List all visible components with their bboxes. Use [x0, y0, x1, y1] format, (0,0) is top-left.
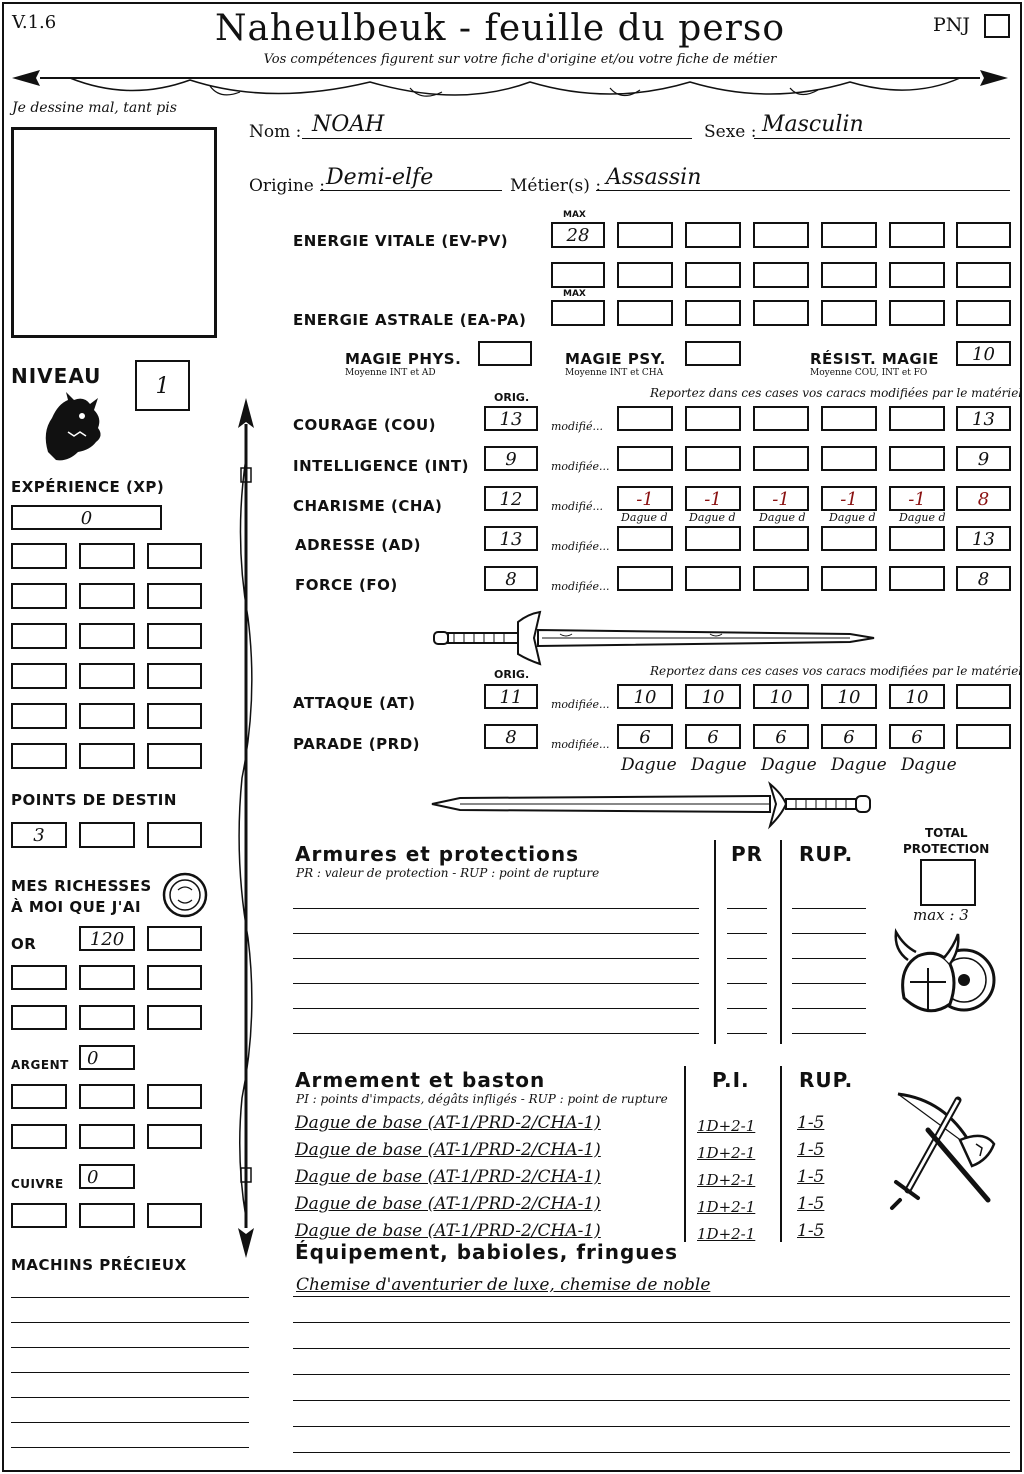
charisme-final-box[interactable]: 8 — [956, 486, 1011, 511]
destin-label: POINTS DE DESTIN — [11, 791, 177, 809]
armor-line — [293, 958, 699, 959]
destin-box[interactable]: 3 — [11, 822, 67, 848]
modif-label: modifiée... — [551, 580, 610, 593]
weapon-name-note: Dague — [761, 755, 817, 775]
portrait-caption: Je dessine mal, tant pis — [12, 100, 177, 116]
armor-pr-line — [727, 908, 767, 909]
weapon-row-pi[interactable]: 1D+2-1 — [697, 1171, 756, 1189]
ev-box[interactable] — [753, 262, 809, 288]
weapon-row-pi[interactable]: 1D+2-1 — [697, 1198, 756, 1216]
charisme-mod-note: Dague d — [829, 511, 876, 524]
xp-extra-box[interactable] — [11, 743, 67, 769]
weapon-row-rup[interactable]: 1-5 — [797, 1194, 825, 1214]
ea-max-label: MAX — [563, 289, 586, 299]
page-title: Naheulbeuk - feuille du perso — [214, 8, 786, 49]
weapons-pi-header: P.I. — [712, 1068, 750, 1092]
metier-field[interactable]: Assassin — [606, 165, 702, 190]
argent-box[interactable] — [147, 1124, 202, 1149]
weapon-row-rup[interactable]: 1-5 — [797, 1167, 825, 1187]
armor-title: Armures et protections — [295, 842, 580, 866]
charisme-mod-box[interactable]: -1 — [821, 486, 877, 511]
armor-line — [293, 983, 699, 984]
modif-label: modifiée... — [551, 540, 610, 553]
total-protection-label-1: TOTAL — [925, 826, 968, 840]
ev-label: ENERGIE VITALE (EV-PV) — [293, 232, 509, 250]
intelligence-mod-box[interactable] — [617, 446, 673, 471]
xp-extra-box[interactable] — [11, 663, 67, 689]
parade-mod-box[interactable]: 6 — [753, 724, 809, 749]
weapon-row-pi[interactable]: 1D+2-1 — [697, 1144, 756, 1162]
intelligence-orig-box[interactable]: 9 — [484, 446, 538, 471]
argent-box[interactable] — [11, 1124, 67, 1149]
coin-icon — [162, 872, 208, 918]
force-label: FORCE (FO) — [295, 576, 398, 594]
armor-line — [293, 933, 699, 934]
ev-box[interactable] — [821, 222, 877, 248]
weapon-row-rup[interactable]: 1-5 — [797, 1221, 825, 1241]
charisme-mod-note: Dague d — [899, 511, 946, 524]
weapons-title: Armement et baston — [295, 1068, 546, 1092]
equipment-line — [293, 1322, 1010, 1323]
sexe-line — [754, 138, 1010, 139]
armor-pr-line — [727, 1033, 767, 1034]
equipment-line — [293, 1426, 1010, 1427]
ev-box[interactable] — [617, 222, 673, 248]
argent-box[interactable] — [79, 1124, 135, 1149]
or-box[interactable] — [11, 1005, 67, 1030]
weapon-name-note: Dague — [691, 755, 747, 775]
combat-orig-label: ORIG. — [494, 668, 530, 681]
xp-extra-box[interactable] — [147, 583, 202, 609]
magie-phys-box[interactable] — [478, 341, 532, 366]
adresse-mod-box[interactable] — [889, 526, 945, 551]
adresse-mod-box[interactable] — [753, 526, 809, 551]
cuivre-box[interactable] — [11, 1203, 67, 1228]
precieux-line — [11, 1422, 249, 1423]
adresse-orig-box[interactable]: 13 — [484, 526, 538, 551]
magie-phys-label: MAGIE PHYS. — [345, 350, 462, 368]
courage-label: COURAGE (COU) — [293, 416, 437, 434]
xp-extra-box[interactable] — [79, 623, 135, 649]
parade-label: PARADE (PRD) — [293, 735, 421, 753]
metier-label: Métier(s) : — [510, 176, 602, 196]
xp-extra-box[interactable] — [147, 703, 202, 729]
armor-rup-header: RUP. — [799, 842, 854, 866]
or-box[interactable] — [147, 926, 202, 951]
precieux-line — [11, 1297, 249, 1298]
modif-label: modifié... — [551, 420, 603, 433]
courage-mod-box[interactable] — [685, 406, 741, 431]
precieux-line — [11, 1322, 249, 1323]
ev-box[interactable] — [889, 262, 945, 288]
armor-line — [293, 908, 699, 909]
force-mod-box[interactable] — [753, 566, 809, 591]
weapon-row-pi[interactable]: 1D+2-1 — [697, 1225, 756, 1243]
xp-extra-box[interactable] — [79, 743, 135, 769]
precieux-line — [11, 1347, 249, 1348]
spear-vertical-icon — [232, 398, 260, 1258]
ea-box[interactable] — [956, 300, 1011, 326]
cuivre-box[interactable] — [79, 1203, 135, 1228]
weapons-divider — [684, 1066, 686, 1242]
argent-box[interactable] — [11, 1084, 67, 1109]
xp-extra-box[interactable] — [11, 543, 67, 569]
weapon-row-rup[interactable]: 1-5 — [797, 1113, 825, 1133]
adresse-mod-box[interactable] — [685, 526, 741, 551]
adresse-label: ADRESSE (AD) — [295, 536, 422, 554]
helmet-shield-icon — [888, 928, 998, 1028]
courage-final-box[interactable]: 13 — [956, 406, 1011, 431]
intelligence-mod-box[interactable] — [685, 446, 741, 471]
weapon-name-note: Dague — [831, 755, 887, 775]
xp-extra-box[interactable] — [79, 703, 135, 729]
courage-orig-box[interactable]: 13 — [484, 406, 538, 431]
modif-label: modifié... — [551, 500, 603, 513]
parade-orig-box[interactable]: 8 — [484, 724, 538, 749]
ea-box[interactable] — [821, 300, 877, 326]
argent-box[interactable] — [79, 1084, 135, 1109]
sword-icon — [430, 612, 875, 662]
xp-box[interactable]: 0 — [11, 505, 162, 530]
nom-field[interactable]: NOAH — [312, 112, 385, 137]
total-protection-box[interactable] — [920, 859, 976, 906]
armor-rup-line — [792, 933, 866, 934]
armor-line — [293, 1033, 699, 1034]
weapon-row-name[interactable]: Dague de base (AT-1/PRD-2/CHA-1) — [295, 1113, 601, 1133]
intelligence-mod-box[interactable] — [753, 446, 809, 471]
attaque-mod-box[interactable]: 10 — [821, 684, 877, 709]
equipment-line — [293, 1348, 1010, 1349]
ea-box[interactable] — [753, 300, 809, 326]
force-mod-box[interactable] — [889, 566, 945, 591]
force-mod-box[interactable] — [685, 566, 741, 591]
equipment-item[interactable]: Chemise d'aventurier de luxe, chemise de noble — [296, 1275, 711, 1295]
adresse-mod-box[interactable] — [617, 526, 673, 551]
argent-label: ARGENT — [11, 1058, 69, 1072]
precieux-line — [11, 1447, 249, 1448]
xp-extra-box[interactable] — [79, 543, 135, 569]
attaque-mod-box[interactable]: 10 — [617, 684, 673, 709]
weapon-name-note: Dague — [901, 755, 957, 775]
intelligence-label: INTELLIGENCE (INT) — [293, 457, 469, 475]
armor-rup-line — [792, 983, 866, 984]
xp-extra-box[interactable] — [11, 703, 67, 729]
or-box[interactable] — [79, 1005, 135, 1030]
armor-pr-line — [727, 933, 767, 934]
armor-rup-line — [792, 958, 866, 959]
charisme-mod-note: Dague d — [759, 511, 806, 524]
nom-label: Nom : — [249, 122, 302, 142]
weapons-rup-header: RUP. — [799, 1068, 854, 1092]
charisme-mod-note: Dague d — [621, 511, 668, 524]
modif-label: modifiée... — [551, 698, 610, 711]
resist-magie-box[interactable]: 10 — [956, 341, 1011, 366]
richesses-label-2: À MOI QUE J'AI — [11, 898, 142, 916]
force-mod-box[interactable] — [821, 566, 877, 591]
equipment-line — [293, 1374, 1010, 1375]
cuivre-box[interactable] — [147, 1203, 202, 1228]
precieux-line — [11, 1372, 249, 1373]
ea-label: ENERGIE ASTRALE (EA-PA) — [293, 311, 527, 329]
sexe-field[interactable]: Masculin — [762, 112, 864, 137]
intelligence-mod-box[interactable] — [889, 446, 945, 471]
armor-pr-line — [727, 1008, 767, 1009]
courage-mod-box[interactable] — [889, 406, 945, 431]
cuivre-label: CUIVRE — [11, 1177, 64, 1191]
cuivre-box[interactable]: 0 — [79, 1164, 135, 1189]
combat-report-note: Reportez dans ces cases vos caracs modifiées par le matériel — [650, 664, 1023, 678]
intelligence-final-box[interactable]: 9 — [956, 446, 1011, 471]
weapon-row-pi[interactable]: 1D+2-1 — [697, 1117, 756, 1135]
or-box[interactable] — [79, 965, 135, 990]
ev-box[interactable] — [821, 262, 877, 288]
precieux-line — [11, 1397, 249, 1398]
xp-label: EXPÉRIENCE (XP) — [11, 478, 165, 496]
modif-label: modifiée... — [551, 738, 610, 751]
charisme-mod-note: Dague d — [689, 511, 736, 524]
ev-box[interactable] — [956, 262, 1011, 288]
niveau-label: NIVEAU — [11, 364, 102, 388]
charisme-label: CHARISME (CHA) — [293, 497, 443, 515]
weapons-divider — [780, 1066, 782, 1242]
charisme-mod-box[interactable]: -1 — [685, 486, 741, 511]
modif-label: modifiée... — [551, 460, 610, 473]
argent-box[interactable] — [147, 1084, 202, 1109]
armor-rup-line — [792, 1008, 866, 1009]
ev-box[interactable] — [889, 222, 945, 248]
total-protection-max-note: max : 3 — [913, 906, 969, 924]
attaque-orig-box[interactable]: 11 — [484, 684, 538, 709]
ev-box[interactable] — [685, 262, 741, 288]
attaque-mod-box[interactable]: 10 — [753, 684, 809, 709]
courage-mod-box[interactable] — [821, 406, 877, 431]
ev-box[interactable] — [551, 262, 605, 288]
ev-box[interactable] — [617, 262, 673, 288]
equipment-line — [293, 1400, 1010, 1401]
charisme-mod-box[interactable]: -1 — [753, 486, 809, 511]
weapon-name-note: Dague — [621, 755, 677, 775]
parade-mod-box[interactable] — [956, 724, 1011, 749]
attaque-mod-box[interactable]: 10 — [685, 684, 741, 709]
armor-note: PR : valeur de protection - RUP : point de rupture — [296, 866, 600, 880]
or-box[interactable] — [147, 965, 202, 990]
courage-mod-box[interactable] — [753, 406, 809, 431]
pnj-checkbox[interactable] — [984, 14, 1010, 38]
ea-box[interactable] — [685, 300, 741, 326]
crossed-weapons-icon — [888, 1090, 1000, 1212]
resist-magie-label: RÉSIST. MAGIE — [810, 350, 940, 368]
attaque-label: ATTAQUE (AT) — [293, 694, 416, 712]
attaque-mod-box[interactable] — [956, 684, 1011, 709]
dragon-head-icon — [38, 392, 104, 464]
niveau-box[interactable]: 1 — [135, 360, 190, 411]
charisme-mod-box[interactable]: -1 — [889, 486, 945, 511]
magie-psy-box[interactable] — [685, 341, 741, 366]
force-mod-box[interactable] — [617, 566, 673, 591]
armor-pr-line — [727, 983, 767, 984]
or-box[interactable] — [147, 1005, 202, 1030]
parade-mod-box[interactable]: 6 — [685, 724, 741, 749]
xp-extra-box[interactable] — [147, 543, 202, 569]
origine-line — [320, 190, 502, 191]
ev-box[interactable] — [956, 222, 1011, 248]
armor-rup-line — [792, 1033, 866, 1034]
version-label: V.1.6 — [12, 12, 57, 33]
weapon-row-name[interactable]: Dague de base (AT-1/PRD-2/CHA-1) — [295, 1167, 601, 1187]
courage-mod-box[interactable] — [617, 406, 673, 431]
ev-box[interactable] — [685, 222, 741, 248]
destin-box[interactable] — [79, 822, 135, 848]
adresse-final-box[interactable]: 13 — [956, 526, 1011, 551]
weapon-row-name[interactable]: Dague de base (AT-1/PRD-2/CHA-1) — [295, 1221, 601, 1241]
or-label: OR — [11, 935, 37, 953]
intelligence-mod-box[interactable] — [821, 446, 877, 471]
nom-line — [302, 138, 692, 139]
parade-mod-box[interactable]: 6 — [889, 724, 945, 749]
armor-divider — [714, 840, 716, 1044]
armor-pr-header: PR — [731, 842, 764, 866]
adresse-mod-box[interactable] — [821, 526, 877, 551]
resist-magie-note: Moyenne COU, INT et FO — [810, 368, 928, 378]
ev-max-label: MAX — [563, 210, 586, 220]
or-box[interactable]: 120 — [79, 926, 135, 951]
ev-box[interactable] — [753, 222, 809, 248]
equipment-title: Équipement, babioles, fringues — [295, 1240, 679, 1264]
origine-label: Origine : — [249, 176, 325, 196]
parade-mod-box[interactable]: 6 — [617, 724, 673, 749]
total-protection-label-2: PROTECTION — [903, 842, 990, 856]
stats-orig-label: ORIG. — [494, 391, 530, 404]
weapon-row-name[interactable]: Dague de base (AT-1/PRD-2/CHA-1) — [295, 1194, 601, 1214]
weapon-row-rup[interactable]: 1-5 — [797, 1140, 825, 1160]
parade-mod-box[interactable]: 6 — [821, 724, 877, 749]
richesses-label-1: MES RICHESSES — [11, 877, 152, 895]
charisme-orig-box[interactable]: 12 — [484, 486, 538, 511]
sexe-label: Sexe : — [704, 122, 757, 142]
portrait-box[interactable] — [11, 127, 217, 338]
equipment-line — [293, 1296, 1010, 1297]
force-orig-box[interactable]: 8 — [484, 566, 538, 591]
stats-report-note: Reportez dans ces cases vos caracs modifiées par le matériel — [650, 386, 1023, 400]
or-box[interactable] — [11, 965, 67, 990]
ea-box[interactable] — [889, 300, 945, 326]
xp-extra-box[interactable] — [79, 583, 135, 609]
machins-precieux-label: MACHINS PRÉCIEUX — [11, 1256, 187, 1274]
charisme-mod-box[interactable]: -1 — [617, 486, 673, 511]
weapon-row-name[interactable]: Dague de base (AT-1/PRD-2/CHA-1) — [295, 1140, 601, 1160]
weapons-note: PI : points d'impacts, dégâts infligés - RUP : point de rupture — [296, 1092, 668, 1106]
ev-max-box[interactable]: 28 — [551, 222, 605, 248]
sword-icon — [430, 780, 875, 830]
armor-pr-line — [727, 958, 767, 959]
metier-line — [596, 190, 1010, 191]
equipment-line — [293, 1452, 1010, 1453]
destin-box[interactable] — [147, 822, 202, 848]
xp-extra-box[interactable] — [79, 663, 135, 689]
armor-rup-line — [792, 908, 866, 909]
armor-line — [293, 1008, 699, 1009]
xp-extra-box[interactable] — [147, 663, 202, 689]
xp-extra-box[interactable] — [11, 583, 67, 609]
armor-divider — [780, 840, 782, 1044]
origine-field[interactable]: Demi-elfe — [326, 165, 434, 190]
ea-max-box[interactable] — [551, 300, 605, 326]
force-final-box[interactable]: 8 — [956, 566, 1011, 591]
argent-box[interactable]: 0 — [79, 1045, 135, 1070]
xp-extra-box[interactable] — [11, 623, 67, 649]
magie-phys-note: Moyenne INT et AD — [345, 368, 436, 378]
attaque-mod-box[interactable]: 10 — [889, 684, 945, 709]
xp-extra-box[interactable] — [147, 743, 202, 769]
magie-psy-note: Moyenne INT et CHA — [565, 368, 664, 378]
magie-psy-label: MAGIE PSY. — [565, 350, 666, 368]
page-subtitle: Vos compétences figurent sur votre fiche d'origine et/ou votre fiche de métier — [263, 52, 777, 67]
pnj-label: PNJ — [933, 14, 971, 36]
xp-extra-box[interactable] — [147, 623, 202, 649]
ea-box[interactable] — [617, 300, 673, 326]
